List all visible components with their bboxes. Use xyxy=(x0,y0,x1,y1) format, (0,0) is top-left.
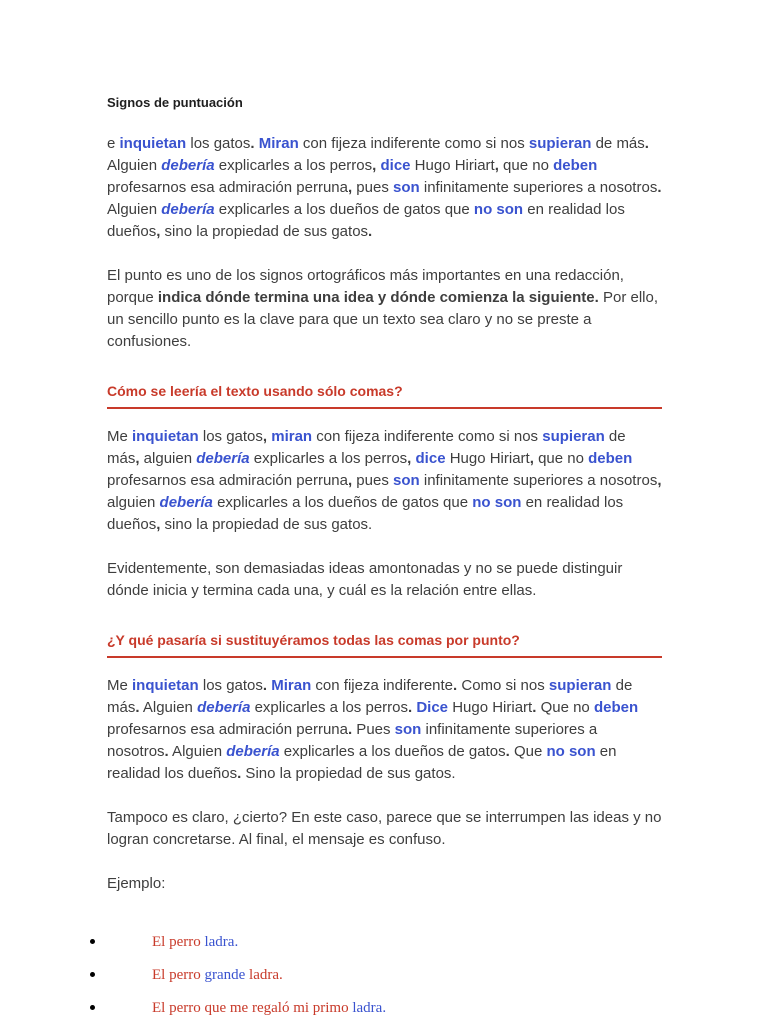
red-text: El perro xyxy=(152,934,205,950)
highlighted-word: debería xyxy=(161,201,215,218)
highlighted-word: debería xyxy=(226,743,280,760)
text-segment: profesarnos esa admiración perruna xyxy=(107,472,348,489)
red-text: ladra. xyxy=(249,967,283,983)
text-segment: con fijeza indiferente xyxy=(311,677,454,694)
bold-text: . xyxy=(644,135,649,152)
list-item xyxy=(90,966,679,984)
text-segment: Hugo Hiriart xyxy=(410,157,495,174)
text-segment: con fijeza indiferente como si nos xyxy=(312,428,543,445)
text-segment: alguien xyxy=(139,450,197,467)
bold-text: . xyxy=(347,721,353,738)
section-heading-text: Cómo se leería el texto usando sólo comas? xyxy=(107,383,403,399)
highlighted-word: son xyxy=(394,721,422,738)
highlighted-word: supieran xyxy=(542,428,605,445)
highlighted-word: no son xyxy=(472,494,522,511)
bold-text: , xyxy=(156,223,161,240)
bold-text: . xyxy=(532,699,537,716)
bold-text: , xyxy=(494,157,499,174)
paragraph xyxy=(107,558,662,602)
text-segment: los gatos xyxy=(198,428,263,445)
bold-text: , xyxy=(657,472,662,489)
highlighted-word: supieran xyxy=(548,677,612,694)
bold-text: . xyxy=(262,677,268,694)
text-segment: Tampoco es claro, ¿cierto? En este caso, parece que se interrumpen las ideas y no logran concretarse. Al final, el mensaje es confuso. xyxy=(107,809,662,848)
highlighted-word: no son xyxy=(546,743,596,760)
section-heading xyxy=(107,631,662,658)
text-segment: explicarles a los dueños de gatos que xyxy=(212,494,473,511)
text-segment: explicarles a los perros xyxy=(214,157,373,174)
text-segment: Que no xyxy=(536,699,594,716)
list-item xyxy=(90,999,679,1017)
highlighted-word: Miran xyxy=(271,677,312,694)
text-segment: Hugo Hiriart xyxy=(448,699,533,716)
text-segment: en realidad los dueños xyxy=(107,743,617,782)
highlighted-word: son xyxy=(393,472,420,489)
text-segment: explicarles a los perros xyxy=(250,699,408,716)
text-segment: los gatos xyxy=(186,135,251,152)
bold-text: . xyxy=(164,743,169,760)
text-segment: explicarles a los dueños de gatos xyxy=(279,743,506,760)
text-segment: profesarnos esa admiración perruna xyxy=(107,721,348,738)
text-segment: Evidentemente, son demasiadas ideas amontonadas y no se puede distinguir dónde inicia y termina cada una, y cuál es la relación entre ellas. xyxy=(107,560,623,599)
paragraph xyxy=(107,133,662,243)
highlighted-word: deben xyxy=(593,699,639,716)
text-segment: infinitamente superiores a nosotros xyxy=(107,721,598,760)
text-segment: Por ello, un sencillo punto es la clave para que un texto sea claro y no se preste a confusiones. xyxy=(107,289,659,350)
bold-text: . xyxy=(408,699,413,716)
bold-text: . xyxy=(453,677,458,694)
text-segment: Alguien xyxy=(168,743,227,760)
highlighted-word: debería xyxy=(159,494,213,511)
bold-text: . xyxy=(505,743,510,760)
bold-text: . xyxy=(657,179,662,196)
document-content xyxy=(107,133,662,1017)
text-segment: alguien xyxy=(107,494,160,511)
text-segment: explicarles a los dueños de gatos que xyxy=(214,201,474,218)
paragraph xyxy=(107,807,662,851)
highlighted-word: grande xyxy=(204,967,250,983)
highlighted-word: dice xyxy=(415,450,446,467)
text-segment: Ejemplo: xyxy=(107,875,166,892)
text-segment: los gatos xyxy=(198,677,263,694)
text-segment: Pues xyxy=(352,721,395,738)
text-segment: que no xyxy=(533,450,589,467)
text-segment: que no xyxy=(498,157,554,174)
text-segment: Alguien xyxy=(107,157,162,174)
text-segment: Hugo Hiriart xyxy=(445,450,530,467)
example-list xyxy=(107,933,662,1017)
highlighted-word: inquietan xyxy=(132,428,199,445)
highlighted-word: debería xyxy=(196,450,250,467)
text-segment: profesarnos esa admiración perruna xyxy=(107,179,348,196)
highlighted-word: son xyxy=(393,179,420,196)
text-segment: sino la propiedad de sus gatos xyxy=(160,223,369,240)
text-segment: Como si nos xyxy=(457,677,549,694)
highlighted-word: deben xyxy=(588,450,633,467)
highlighted-word: Miran xyxy=(258,135,299,152)
bold-text: indica dónde termina una idea y dónde comienza la siguiente. xyxy=(157,289,599,306)
text-segment: pues xyxy=(352,472,394,489)
section-heading-text: ¿Y qué pasaría si sustituyéramos todas las comas por punto? xyxy=(107,632,520,648)
text-segment: en realidad los dueños xyxy=(107,494,624,533)
bold-text: . xyxy=(237,765,242,782)
highlighted-word: inquietan xyxy=(132,677,199,694)
highlighted-word: dice xyxy=(380,157,411,174)
bold-text: , xyxy=(372,157,377,174)
text-segment: Me xyxy=(107,428,133,445)
highlighted-word: miran xyxy=(271,428,313,445)
text-segment: Que xyxy=(509,743,547,760)
text-segment: infinitamente superiores a nosotros xyxy=(419,472,658,489)
text-segment: e xyxy=(107,135,120,152)
paragraph xyxy=(107,675,662,785)
text-segment: sino la propiedad de sus gatos. xyxy=(160,516,373,533)
text-segment: explicarles a los perros xyxy=(249,450,408,467)
bold-text: , xyxy=(407,450,412,467)
document-title: Signos de puntuación xyxy=(107,95,243,110)
text-segment: de más xyxy=(107,428,626,467)
text-segment: Me xyxy=(107,677,133,694)
highlighted-word: ladra. xyxy=(204,934,239,950)
heading-underline xyxy=(107,656,662,658)
text-segment: Sino la propiedad de sus gatos. xyxy=(241,765,456,782)
text-segment: infinitamente superiores a nosotros xyxy=(419,179,658,196)
bold-text: , xyxy=(347,179,353,196)
highlighted-word: deben xyxy=(553,157,598,174)
highlighted-word: supieran xyxy=(528,135,592,152)
highlighted-word: Dice xyxy=(416,699,449,716)
bold-text: . xyxy=(368,223,373,240)
text-segment: de más xyxy=(107,677,633,716)
bold-text: , xyxy=(529,450,534,467)
paragraph xyxy=(107,873,662,895)
highlighted-word: inquietan xyxy=(119,135,187,152)
red-text: El perro que me regaló mi primo xyxy=(152,1000,353,1016)
highlighted-word: ladra. xyxy=(352,1000,387,1016)
text-segment: Alguien xyxy=(107,201,162,218)
list-item xyxy=(90,933,679,951)
paragraph xyxy=(107,426,662,536)
heading-underline xyxy=(107,407,662,409)
bold-text: . xyxy=(135,699,140,716)
text-segment: Alguien xyxy=(139,699,198,716)
text-segment: en realidad los dueños xyxy=(107,201,625,240)
text-segment: El punto es uno de los signos ortográficos más importantes en una redacción, porque xyxy=(107,267,624,306)
highlighted-word: debería xyxy=(161,157,215,174)
paragraph xyxy=(107,265,662,353)
text-segment: pues xyxy=(352,179,394,196)
section-heading xyxy=(107,382,662,409)
highlighted-word: no son xyxy=(473,201,524,218)
text-segment: con fijeza indiferente como si nos xyxy=(298,135,529,152)
text-segment: de más xyxy=(591,135,645,152)
bold-text: . xyxy=(250,135,255,152)
highlighted-word: debería xyxy=(197,699,251,716)
bold-text: , xyxy=(347,472,353,489)
bold-text: , xyxy=(135,450,140,467)
bold-text: , xyxy=(262,428,268,445)
red-text: El perro xyxy=(152,967,205,983)
bold-text: , xyxy=(156,516,161,533)
